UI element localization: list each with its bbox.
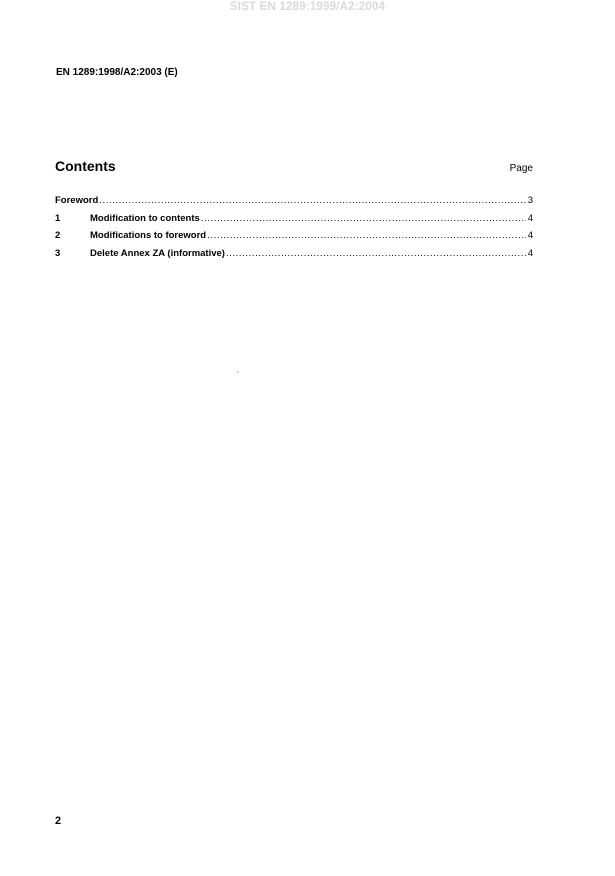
contents-heading: Contents (55, 158, 116, 174)
toc-entry-title: Modification to contents (90, 212, 200, 224)
page-number: 2 (55, 815, 62, 827)
scan-speck (238, 372, 239, 373)
toc-entry-page: 3 (527, 195, 533, 206)
toc-entry-page: 4 (527, 247, 533, 259)
toc-entry-page: 4 (527, 212, 533, 224)
toc-entry-delete-annex-za[interactable] (55, 248, 533, 266)
toc-entry-foreword[interactable] (55, 195, 533, 213)
toc-leader-dots (99, 195, 526, 207)
toc-entry-modifications-to-foreword[interactable] (55, 230, 533, 248)
toc-leader-dots (207, 230, 526, 242)
table-of-contents (55, 195, 533, 265)
toc-entry-number: 3 (55, 247, 61, 259)
watermark-header: SIST EN 1289:1999/A2:2004 (229, 1, 386, 13)
toc-entry-number: 2 (55, 230, 61, 241)
toc-entry-number: 1 (55, 212, 61, 224)
toc-entry-modification-to-contents[interactable] (55, 213, 533, 231)
toc-entry-title: Delete Annex ZA (informative) (90, 247, 225, 259)
toc-entry-title: Foreword (55, 195, 99, 206)
page-column-label: Page (509, 163, 533, 174)
toc-leader-dots (201, 213, 526, 225)
toc-leader-dots (226, 248, 526, 260)
document-reference: EN 1289:1998/A2:2003 (E) (56, 67, 178, 78)
toc-entry-title: Modifications to foreword (90, 230, 207, 241)
toc-entry-page: 4 (527, 230, 533, 241)
